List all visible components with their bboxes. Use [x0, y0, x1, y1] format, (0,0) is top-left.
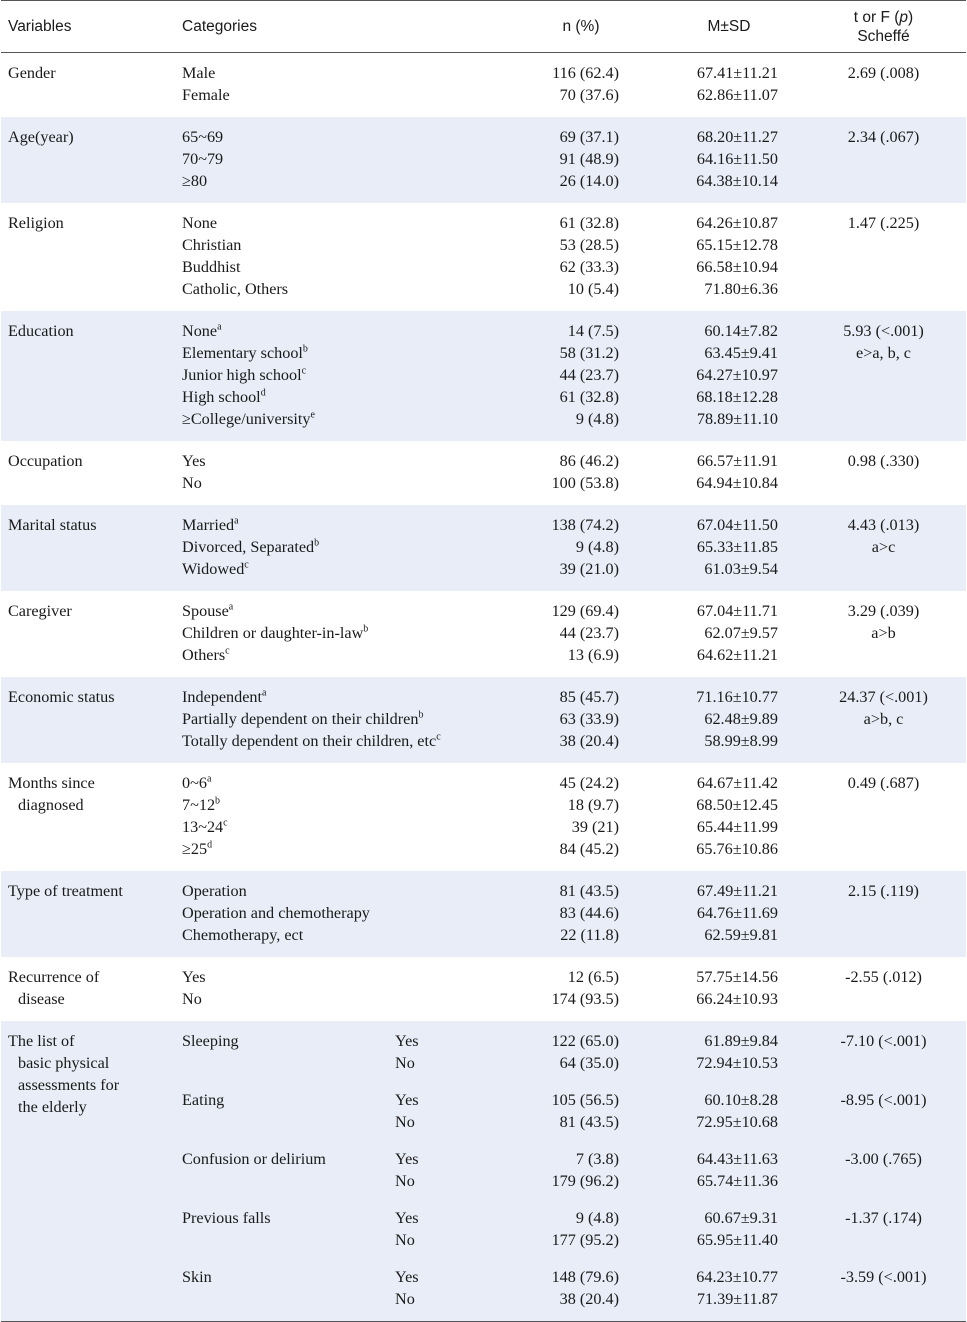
category-label: Eating	[182, 1091, 225, 1109]
category-label: 65~69	[182, 128, 224, 146]
mean-sd-value: 64.23±10.77	[696, 1268, 778, 1286]
category-label: Independent$^a$	[182, 687, 267, 706]
table-row	[1, 408, 966, 430]
superscript-marker: c	[223, 817, 228, 829]
table-row	[1, 966, 966, 988]
test-statistic-value: 24.37 (<.001)	[839, 688, 928, 706]
mean-sd-value: 68.20±11.27	[696, 128, 778, 146]
table-row	[1, 320, 966, 342]
n-percent-value: 105 (56.5)	[551, 1091, 619, 1109]
table-row	[1, 1288, 966, 1310]
test-statistic-value: 4.43 (.013)	[847, 516, 920, 534]
category-label: Female	[182, 86, 230, 104]
test-statistic-value: -3.59 (<.001)	[840, 1268, 927, 1286]
variable-group	[1, 957, 966, 1021]
category-label: Skin	[182, 1268, 212, 1286]
mean-sd-value: 66.57±11.91	[696, 452, 778, 470]
category-label: Buddhist	[182, 258, 241, 276]
table-row	[1, 450, 966, 472]
mean-sd-value: 64.26±10.87	[696, 214, 778, 232]
n-percent-value: 10 (5.4)	[567, 280, 619, 298]
sub-category-label: Yes	[395, 1032, 419, 1050]
header-test-line2: Scheffé	[857, 27, 910, 45]
table-row	[1, 838, 966, 860]
variable-name-line: Type of treatment	[8, 882, 123, 900]
n-percent-value: 100 (53.8)	[551, 474, 619, 492]
data-table	[1, 0, 966, 1322]
sub-category-label: No	[395, 1172, 415, 1190]
n-percent-value: 61 (32.8)	[559, 388, 619, 406]
mean-sd-value: 62.59±9.81	[704, 926, 778, 944]
sub-category-label: Yes	[395, 1209, 419, 1227]
variable-name-line: The list of	[8, 1032, 75, 1050]
n-percent-value: 63 (33.9)	[559, 710, 619, 728]
n-percent-value: 9 (4.8)	[575, 538, 619, 556]
header-mean-sd: M±SD	[707, 17, 751, 35]
sub-category-label: No	[395, 1054, 415, 1072]
n-percent-value: 179 (96.2)	[551, 1172, 619, 1190]
category-label: Divorced, Separated$^b$	[182, 537, 320, 556]
table-body	[1, 53, 966, 1321]
mean-sd-value: 66.24±10.93	[696, 990, 778, 1008]
test-statistic-value: e>a, b, c	[856, 344, 911, 362]
table-row	[1, 686, 966, 708]
category-label: Christian	[182, 236, 242, 254]
n-percent-value: 91 (48.9)	[559, 150, 619, 168]
superscript-marker: a	[228, 601, 234, 613]
category-label: Widowed$^c$	[182, 559, 249, 578]
category-label: ≥80	[182, 172, 208, 190]
n-percent-value: 122 (65.0)	[551, 1032, 619, 1050]
n-percent-value: 64 (35.0)	[559, 1054, 619, 1072]
n-percent-value: 44 (23.7)	[559, 366, 619, 384]
variable-name-line: assessments for	[18, 1076, 120, 1094]
mean-sd-value: 60.14±7.82	[704, 322, 778, 340]
test-statistic-value: -3.00 (.765)	[845, 1150, 922, 1168]
n-percent-value: 58 (31.2)	[559, 344, 619, 362]
n-percent-value: 38 (20.4)	[559, 732, 619, 750]
n-percent-value: 81 (43.5)	[559, 1113, 619, 1131]
header-n-percent: n (%)	[562, 17, 600, 35]
mean-sd-value: 65.44±11.99	[696, 818, 778, 836]
n-percent-value: 177 (95.2)	[551, 1231, 619, 1249]
variable-group	[1, 203, 966, 311]
n-percent-value: 174 (93.5)	[551, 990, 619, 1008]
n-percent-value: 39 (21.0)	[559, 560, 619, 578]
category-label: Spouse$^a$	[182, 601, 234, 620]
superscript-marker: c	[225, 645, 230, 657]
variable-name-line: Economic status	[8, 688, 115, 706]
variable-group	[1, 763, 966, 871]
n-percent-value: 14 (7.5)	[567, 322, 619, 340]
table-row	[1, 1266, 966, 1288]
mean-sd-value: 57.75±14.56	[696, 968, 778, 986]
category-label: Yes	[182, 452, 206, 470]
mean-sd-value: 78.89±11.10	[696, 410, 778, 428]
sub-category-label: Yes	[395, 1268, 419, 1286]
superscript-marker: a	[206, 773, 212, 785]
mean-sd-value: 67.04±11.71	[696, 602, 778, 620]
category-label: Previous falls	[182, 1209, 271, 1227]
mean-sd-value: 61.03±9.54	[704, 560, 778, 578]
mean-sd-value: 60.10±8.28	[704, 1091, 778, 1109]
header-variables: Variables	[8, 17, 72, 35]
test-statistic-value: -7.10 (<.001)	[840, 1032, 927, 1050]
table-row	[1, 212, 966, 234]
test-statistic-value: a>c	[871, 538, 896, 556]
table-row	[1, 902, 966, 924]
mean-sd-value: 71.16±10.77	[696, 688, 778, 706]
variable-name-line: the elderly	[18, 1098, 87, 1116]
table-row	[1, 386, 966, 408]
mean-sd-value: 68.50±12.45	[696, 796, 778, 814]
variable-name-line: Occupation	[8, 452, 83, 470]
table-row	[1, 126, 966, 148]
mean-sd-value: 62.07±9.57	[704, 624, 778, 642]
test-statistic-value: 2.15 (.119)	[848, 882, 919, 900]
table-row	[1, 278, 966, 300]
table-row	[1, 708, 966, 730]
superscript-marker: c	[436, 731, 441, 743]
superscript-marker: b	[302, 343, 308, 355]
table-row	[1, 622, 966, 644]
n-percent-value: 148 (79.6)	[551, 1268, 619, 1286]
sub-category-label: No	[395, 1231, 415, 1249]
table-row	[1, 558, 966, 580]
n-percent-value: 45 (24.2)	[559, 774, 619, 792]
sub-category-label: Yes	[395, 1091, 419, 1109]
n-percent-value: 9 (4.8)	[575, 1209, 619, 1227]
category-label: High school$^d$	[182, 387, 266, 406]
table-row	[1, 170, 966, 192]
n-percent-value: 18 (9.7)	[567, 796, 619, 814]
variable-name-line: disease	[18, 990, 65, 1008]
mean-sd-value: 68.18±12.28	[696, 388, 778, 406]
mean-sd-value: 64.27±10.97	[696, 366, 778, 384]
variable-name-line: Education	[8, 322, 74, 340]
variable-group	[1, 871, 966, 957]
variable-name-line: Recurrence of	[8, 968, 100, 986]
superscript-marker: e	[310, 409, 315, 421]
n-percent-value: 85 (45.7)	[559, 688, 619, 706]
n-percent-value: 26 (14.0)	[559, 172, 619, 190]
mean-sd-value: 64.62±11.21	[696, 646, 778, 664]
table-row	[1, 148, 966, 170]
variable-group	[1, 311, 966, 441]
mean-sd-value: 64.43±11.63	[696, 1150, 778, 1168]
mean-sd-value: 65.74±11.36	[696, 1172, 778, 1190]
table-row	[1, 1052, 966, 1074]
table-row	[1, 1030, 966, 1052]
superscript-marker: b	[418, 709, 424, 721]
category-label: Junior high school$^c$	[182, 365, 307, 384]
mean-sd-value: 67.04±11.50	[696, 516, 778, 534]
variable-name-line: basic physical	[18, 1054, 110, 1072]
n-percent-value: 84 (45.2)	[559, 840, 619, 858]
variable-group	[1, 505, 966, 591]
variable-group	[1, 591, 966, 677]
header-test-line1: t or F (p)	[853, 8, 914, 26]
table-row	[1, 342, 966, 364]
variable-name-line: diagnosed	[18, 796, 84, 814]
mean-sd-value: 71.80±6.36	[704, 280, 778, 298]
sub-category-label: No	[395, 1290, 415, 1308]
category-label: Confusion or delirium	[182, 1150, 326, 1168]
table-row	[1, 536, 966, 558]
mean-sd-value: 64.94±10.84	[696, 474, 778, 492]
test-statistic-value: 1.47 (.225)	[847, 214, 920, 232]
table-row	[1, 816, 966, 838]
mean-sd-value: 58.99±8.99	[704, 732, 778, 750]
n-percent-value: 13 (6.9)	[567, 646, 619, 664]
category-label: 0~6$^a$	[182, 773, 212, 792]
table-row	[1, 1111, 966, 1133]
superscript-marker: a	[262, 687, 267, 699]
category-label: 7~12$^b$	[182, 795, 221, 814]
table-row	[1, 1148, 966, 1170]
test-statistic-value: a>b, c	[863, 710, 904, 728]
table-row	[1, 62, 966, 84]
n-percent-value: 116 (62.4)	[552, 64, 619, 82]
mean-sd-value: 67.49±11.21	[696, 882, 778, 900]
mean-sd-value: 64.38±10.14	[696, 172, 778, 190]
superscript-marker: b	[314, 537, 320, 549]
variable-group-physical	[1, 1021, 966, 1321]
table-row	[1, 1229, 966, 1251]
category-label: 13~24$^c$	[182, 817, 228, 836]
table-row	[1, 924, 966, 946]
variable-name-line: Religion	[8, 214, 64, 232]
header-categories: Categories	[182, 17, 257, 35]
table-row	[1, 1089, 966, 1111]
n-percent-value: 62 (33.3)	[559, 258, 619, 276]
sub-category-label: No	[395, 1113, 415, 1131]
superscript-marker: c	[244, 559, 249, 571]
n-percent-value: 69 (37.1)	[559, 128, 619, 146]
category-label: None	[182, 214, 218, 232]
category-label: Male	[182, 64, 216, 82]
category-label: Operation and chemotherapy	[182, 904, 370, 922]
n-percent-value: 61 (32.8)	[559, 214, 619, 232]
test-statistic-value: a>b	[871, 624, 896, 642]
n-percent-value: 22 (11.8)	[560, 926, 619, 944]
test-statistic-value: 2.34 (.067)	[847, 128, 920, 146]
superscript-marker: a	[217, 321, 222, 333]
table-row	[1, 1207, 966, 1229]
table-row	[1, 644, 966, 666]
table-row	[1, 84, 966, 106]
test-statistic-value: 3.29 (.039)	[847, 602, 920, 620]
category-label: Operation	[182, 882, 247, 900]
mean-sd-value: 66.58±10.94	[696, 258, 778, 276]
n-percent-value: 83 (44.6)	[559, 904, 619, 922]
mean-sd-value: 72.94±10.53	[696, 1054, 778, 1072]
n-percent-value: 129 (69.4)	[551, 602, 619, 620]
category-label: Others$^c$	[182, 645, 230, 664]
table-row	[1, 234, 966, 256]
table-row	[1, 988, 966, 1010]
variable-name-line: Marital status	[8, 516, 97, 534]
n-percent-value: 44 (23.7)	[559, 624, 619, 642]
test-statistic-value: -1.37 (.174)	[845, 1209, 922, 1227]
table-row	[1, 472, 966, 494]
variable-name-line: Caregiver	[8, 602, 72, 620]
category-label: Totally dependent on their children, etc$^c$	[182, 731, 441, 750]
n-percent-value: 38 (20.4)	[559, 1290, 619, 1308]
category-label: Catholic, Others	[182, 280, 289, 298]
variable-group	[1, 441, 966, 505]
n-percent-value: 53 (28.5)	[559, 236, 619, 254]
variable-name-line: Gender	[8, 64, 56, 82]
category-label: ≥College/university$^e$	[182, 409, 315, 428]
n-percent-value: 7 (3.8)	[575, 1150, 619, 1168]
category-label: Partially dependent on their children$^b$	[182, 709, 424, 728]
mean-sd-value: 65.76±10.86	[696, 840, 778, 858]
category-label: Children or daughter-in-law$^b$	[182, 623, 369, 642]
n-percent-value: 138 (74.2)	[551, 516, 619, 534]
mean-sd-value: 62.48±9.89	[704, 710, 778, 728]
mean-sd-value: 61.89±9.84	[704, 1032, 778, 1050]
category-label: None$^a$	[182, 321, 222, 340]
test-statistic-value: -8.95 (<.001)	[840, 1091, 927, 1109]
table-row	[1, 600, 966, 622]
n-percent-value: 70 (37.6)	[559, 86, 619, 104]
table-row	[1, 772, 966, 794]
mean-sd-value: 71.39±11.87	[696, 1290, 778, 1308]
variable-group	[1, 117, 966, 203]
superscript-marker: a	[234, 515, 239, 527]
mean-sd-value: 65.33±11.85	[696, 538, 778, 556]
test-statistic-value: -2.55 (.012)	[845, 968, 922, 986]
mean-sd-value: 65.95±11.40	[696, 1231, 778, 1249]
table-row	[1, 364, 966, 386]
n-percent-value: 86 (46.2)	[559, 452, 619, 470]
category-label: No	[182, 990, 202, 1008]
table-row	[1, 256, 966, 278]
category-label: Chemotherapy, ect	[182, 926, 304, 944]
superscript-marker: b	[215, 795, 221, 807]
variable-name-line: Months since	[8, 774, 95, 792]
mean-sd-value: 65.15±12.78	[696, 236, 778, 254]
superscript-marker: d	[207, 839, 213, 851]
table-row	[1, 1170, 966, 1192]
sub-category-label: Yes	[395, 1150, 419, 1168]
mean-sd-value: 64.76±11.69	[696, 904, 778, 922]
table-row	[1, 514, 966, 536]
table-row	[1, 880, 966, 902]
mean-sd-value: 64.67±11.42	[696, 774, 778, 792]
superscript-marker: b	[363, 623, 369, 635]
category-label: Married$^a$	[182, 515, 239, 534]
mean-sd-value: 62.86±11.07	[696, 86, 778, 104]
mean-sd-value: 60.67±9.31	[704, 1209, 778, 1227]
test-statistic-value: 2.69 (.008)	[847, 64, 920, 82]
table-row	[1, 794, 966, 816]
category-label: No	[182, 474, 202, 492]
category-label: Sleeping	[182, 1032, 239, 1050]
test-statistic-value: 5.93 (<.001)	[843, 322, 924, 340]
n-percent-value: 39 (21)	[571, 818, 619, 836]
table-row	[1, 730, 966, 752]
category-label: Elementary school$^b$	[182, 343, 308, 362]
variable-name-line: Age(year)	[8, 128, 74, 146]
test-statistic-value: 0.98 (.330)	[847, 452, 920, 470]
mean-sd-value: 67.41±11.21	[696, 64, 778, 82]
table-header	[1, 1, 966, 53]
category-label: $\ge 25^d$	[182, 839, 213, 858]
variable-group	[1, 677, 966, 763]
category-label: 70~79	[182, 150, 224, 168]
n-percent-value: 12 (6.5)	[567, 968, 619, 986]
test-statistic-value: 0.49 (.687)	[847, 774, 920, 792]
superscript-marker: c	[301, 365, 307, 377]
mean-sd-value: 64.16±11.50	[696, 150, 778, 168]
n-percent-value: 81 (43.5)	[559, 882, 619, 900]
n-percent-value: 9 (4.8)	[575, 410, 619, 428]
header-test-statistic	[816, 1, 951, 52]
mean-sd-value: 72.95±10.68	[696, 1113, 778, 1131]
variable-group	[1, 53, 966, 117]
superscript-marker: d	[260, 387, 266, 399]
mean-sd-value: 63.45±9.41	[704, 344, 778, 362]
category-label: Yes	[182, 968, 206, 986]
